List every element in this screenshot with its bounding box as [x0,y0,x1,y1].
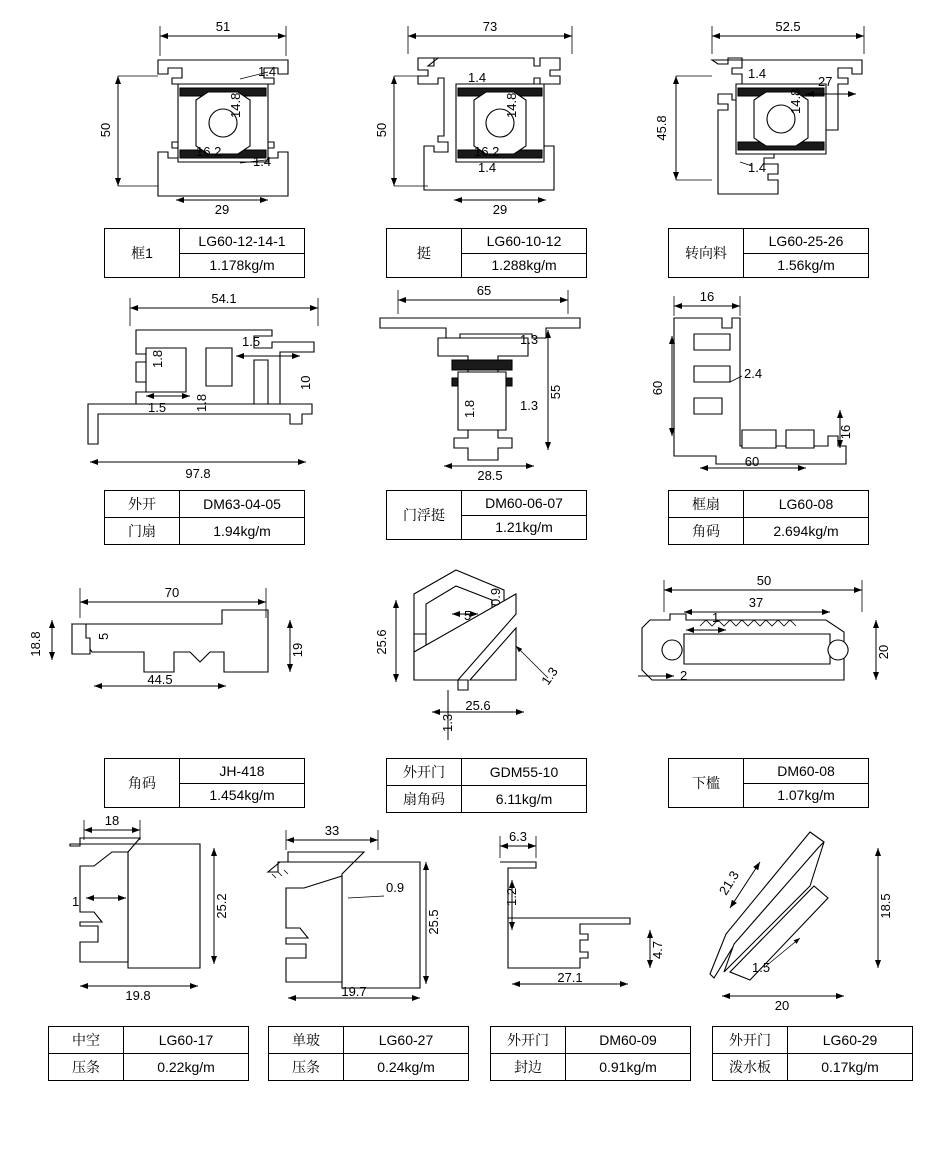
label-name-p7: 角码 [105,759,180,808]
svg-text:29: 29 [492,202,508,217]
label-code-p3: LG60-25-26 [744,229,869,254]
label-name-p2: 挺 [387,229,462,278]
label-name-p10-line1: 中空 [49,1027,124,1054]
label-code-p9: DM60-08 [744,759,869,784]
svg-text:1.3: 1.3 [538,664,561,688]
svg-text:97.8: 97.8 [185,466,211,481]
label-name-p11-line2: 压条 [269,1054,344,1081]
label-code-p6: LG60-08 [744,491,869,518]
svg-text:51: 51 [215,19,231,34]
svg-text:2.4: 2.4 [744,366,763,381]
svg-text:0.9: 0.9 [386,880,405,895]
label-weight-p9: 1.07kg/m [744,783,869,808]
label-code-p1: LG60-12-14-1 [180,229,305,254]
label-table-p7 [104,758,305,808]
svg-text:1.3: 1.3 [520,398,539,413]
label-code-p11: LG60-27 [344,1027,469,1054]
svg-text:6.3: 6.3 [508,829,528,844]
label-weight-p8: 6.11kg/m [462,786,587,813]
profile-drawing-p12 [500,829,665,985]
svg-text:1.4: 1.4 [748,66,767,81]
svg-text:4.7: 4.7 [650,940,665,960]
svg-text:0.9: 0.9 [488,587,503,606]
svg-text:50: 50 [756,573,772,588]
label-table-p9 [668,758,869,808]
label-table-p13 [712,1026,913,1081]
label-code-p8: GDM55-10 [462,759,587,786]
svg-text:20: 20 [774,998,790,1013]
label-table-p12 [490,1026,691,1081]
svg-text:1.3: 1.3 [440,713,455,732]
label-name-p11-line1: 单玻 [269,1027,344,1054]
profile-drawing-p8 [374,570,561,740]
svg-text:16: 16 [838,424,853,440]
label-weight-p5: 1.21kg/m [462,515,587,540]
svg-text:28.5: 28.5 [477,468,503,483]
svg-text:16.2: 16.2 [196,144,222,159]
label-weight-p1: 1.178kg/m [180,253,305,278]
svg-text:44.5: 44.5 [147,672,173,687]
label-table-p10 [48,1026,249,1081]
svg-text:1.4: 1.4 [748,160,767,175]
label-name-p4-line1: 外开 [105,491,180,518]
svg-text:25.6: 25.6 [374,629,389,655]
label-name-p9: 下槛 [669,759,744,808]
svg-text:20: 20 [876,644,891,660]
label-code-p4: DM63-04-05 [180,491,305,518]
label-code-p12: DM60-09 [566,1027,691,1054]
label-code-p13: LG60-29 [788,1027,913,1054]
label-code-p10: LG60-17 [124,1027,249,1054]
svg-text:1.5: 1.5 [148,400,167,415]
profile-drawing-p1 [98,19,288,217]
svg-text:1: 1 [72,894,80,909]
label-weight-p6: 2.694kg/m [744,518,869,545]
svg-text:19.7: 19.7 [341,984,367,999]
label-code-p2: LG60-10-12 [462,229,587,254]
svg-text:18.8: 18.8 [28,631,43,657]
profile-drawing-p2 [374,19,572,217]
svg-text:1.4: 1.4 [478,160,497,175]
svg-text:33: 33 [324,823,340,838]
label-name-p5: 门浮挺 [387,491,462,540]
svg-text:1.4: 1.4 [258,64,277,79]
label-weight-p13: 0.17kg/m [788,1054,913,1081]
label-table-p3 [668,228,869,278]
svg-text:29: 29 [214,202,230,217]
svg-text:16.2: 16.2 [474,144,500,159]
svg-text:1.4: 1.4 [253,154,272,169]
label-weight-p10: 0.22kg/m [124,1054,249,1081]
svg-text:10: 10 [298,375,313,390]
label-code-p7: JH-418 [180,759,305,784]
svg-text:18: 18 [104,813,120,828]
label-code-p5: DM60-06-07 [462,491,587,516]
svg-text:25.5: 25.5 [426,909,441,935]
label-weight-p3: 1.56kg/m [744,253,869,278]
label-table-p11 [268,1026,469,1081]
label-name-p12-line1: 外开门 [491,1027,566,1054]
svg-text:1.5: 1.5 [242,334,261,349]
svg-text:1.8: 1.8 [194,393,209,412]
profile-drawing-p9 [638,573,891,683]
label-weight-p11: 0.24kg/m [344,1054,469,1081]
profile-drawing-p6 [650,289,853,469]
svg-text:1.3: 1.3 [520,332,539,347]
label-name-p8-line2: 扇角码 [387,786,462,813]
svg-text:60: 60 [650,380,665,396]
svg-text:5: 5 [96,632,111,640]
profile-drawing-p13 [710,832,893,1013]
label-weight-p4: 1.94kg/m [180,518,305,545]
label-table-p2 [386,228,587,278]
svg-text:25.6: 25.6 [465,698,491,713]
label-table-p1 [104,228,305,278]
label-name-p1: 框1 [105,229,180,278]
label-weight-p12: 0.91kg/m [566,1054,691,1081]
label-name-p3: 转向料 [669,229,744,278]
svg-text:19.8: 19.8 [125,988,151,1003]
profile-drawing-p11 [268,823,441,999]
svg-text:27: 27 [818,74,833,89]
label-weight-p7: 1.454kg/m [180,783,305,808]
svg-text:45.8: 45.8 [654,115,669,141]
label-name-p4-line2: 门扇 [105,518,180,545]
label-name-p12-line2: 封边 [491,1054,566,1081]
svg-text:65: 65 [476,283,492,298]
svg-text:1: 1 [712,610,720,625]
label-weight-p2: 1.288kg/m [462,253,587,278]
profile-drawing-p3 [654,19,864,194]
svg-text:2: 2 [680,668,688,683]
svg-text:73: 73 [482,19,498,34]
svg-text:18.5: 18.5 [878,893,893,919]
svg-text:21.3: 21.3 [715,868,742,898]
svg-text:25.2: 25.2 [214,893,229,919]
label-table-p8 [386,758,587,813]
svg-text:1.4: 1.4 [468,70,487,85]
profile-drawing-p10 [70,813,229,1003]
svg-text:70: 70 [164,585,180,600]
svg-text:37: 37 [748,595,764,610]
label-name-p6-line1: 框扇 [669,491,744,518]
profile-drawing-p7 [28,585,305,687]
label-name-p13-line1: 外开门 [713,1027,788,1054]
label-name-p8-line1: 外开门 [387,759,462,786]
profile-drawing-p5 [380,283,580,483]
svg-text:14.8: 14.8 [228,92,243,118]
svg-text:52.5: 52.5 [775,19,801,34]
profile-drawing-p4 [88,291,318,481]
svg-text:5: 5 [464,608,472,623]
svg-text:60: 60 [744,454,760,469]
label-table-p5 [386,490,587,540]
label-name-p13-line2: 泼水板 [713,1054,788,1081]
svg-text:1.8: 1.8 [150,349,165,368]
svg-text:19: 19 [290,642,305,658]
label-table-p4 [104,490,305,545]
svg-text:50: 50 [374,122,389,138]
svg-text:16: 16 [699,289,715,304]
svg-text:1.2: 1.2 [504,887,519,906]
svg-text:55: 55 [548,384,563,400]
label-table-p6 [668,490,869,545]
label-name-p10-line2: 压条 [49,1054,124,1081]
svg-text:14.8: 14.8 [504,92,519,118]
svg-text:27.1: 27.1 [557,970,583,985]
svg-text:50: 50 [98,122,113,138]
svg-text:1.5: 1.5 [752,960,771,975]
svg-text:14.8: 14.8 [788,88,803,114]
label-name-p6-line2: 角码 [669,518,744,545]
svg-text:1.8: 1.8 [462,399,477,418]
svg-text:54.1: 54.1 [211,291,237,306]
